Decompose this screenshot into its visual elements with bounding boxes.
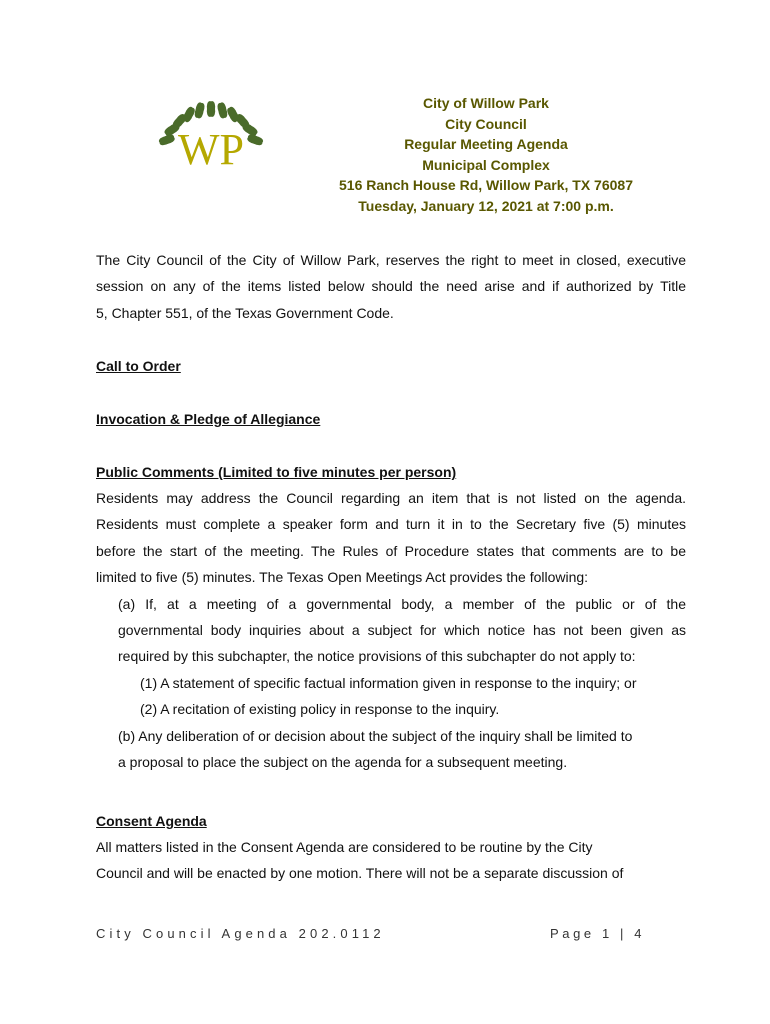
header-city-name: City of Willow Park	[423, 95, 549, 111]
laurel-leaf	[206, 100, 217, 117]
body-line: Council and will be enacted by one motion. There will not be a separate discussion of	[96, 865, 624, 882]
logo-monogram: WP	[178, 125, 244, 174]
intro-line: session on any of the items listed below should the need arise and if authorized by Title	[96, 278, 686, 295]
public-comments-body	[96, 485, 686, 775]
item-b-line: a proposal to place the subject on the agenda for a subsequent meeting.	[118, 753, 568, 770]
intro-paragraph	[96, 247, 686, 326]
intro-line: 5, Chapter 551, of the Texas Government Code.	[96, 304, 394, 321]
item-a-line: (a) If, at a meeting of a governmental body, a member of the public or of the	[118, 595, 686, 612]
item-a-line: governmental body inquiries about a subject for which notice has not been given as	[118, 621, 686, 638]
sub-item-1: (1) A statement of specific factual information given in response to the inquiry; or	[140, 674, 637, 691]
footer-document-title: City Council Agenda 202.0112	[96, 926, 385, 941]
consent-agenda-heading: Consent Agenda	[96, 813, 207, 829]
call-to-order-heading: Call to Order	[96, 358, 181, 374]
public-comments-heading: Public Comments (Limited to five minutes per person)	[96, 464, 457, 480]
header-date-time: Tuesday, January 12, 2021 at 7:00 p.m.	[358, 197, 614, 214]
body-line: Residents must complete a speaker form and turn it in to the Secretary five (5) minutes	[96, 516, 686, 533]
body-line: before the start of the meeting. The Rules of Procedure states that comments are to be	[96, 542, 686, 559]
willow-park-logo	[150, 100, 272, 212]
header-venue: Municipal Complex	[422, 156, 550, 173]
agenda-header	[300, 93, 672, 217]
body-line: Residents may address the Council regarding an item that is not listed on the agenda.	[96, 490, 686, 506]
intro-line: The City Council of the City of Willow Park, reserves the right to meet in closed, executive	[96, 252, 686, 268]
footer-page-number: Page 1 | 4	[550, 926, 646, 941]
sub-item-2: (2) A recitation of existing policy in response to the inquiry.	[140, 701, 500, 718]
body-line: limited to five (5) minutes. The Texas Open Meetings Act provides the following:	[96, 569, 589, 586]
body-line: All matters listed in the Consent Agenda are considered to be routine by the City	[96, 839, 593, 855]
consent-agenda-body	[96, 834, 686, 887]
header-meeting-type: Regular Meeting Agenda	[404, 136, 568, 153]
item-a-line: required by this subchapter, the notice provisions of this subchapter do not apply to:	[118, 648, 636, 665]
header-address: 516 Ranch House Rd, Willow Park, TX 76087	[339, 177, 633, 194]
invocation-heading: Invocation & Pledge of Allegiance	[96, 411, 321, 427]
item-b-line: (b) Any deliberation of or decision about the subject of the inquiry shall be limited to	[118, 727, 633, 744]
laurel-leaf	[193, 101, 207, 119]
header-body: City Council	[445, 115, 527, 132]
